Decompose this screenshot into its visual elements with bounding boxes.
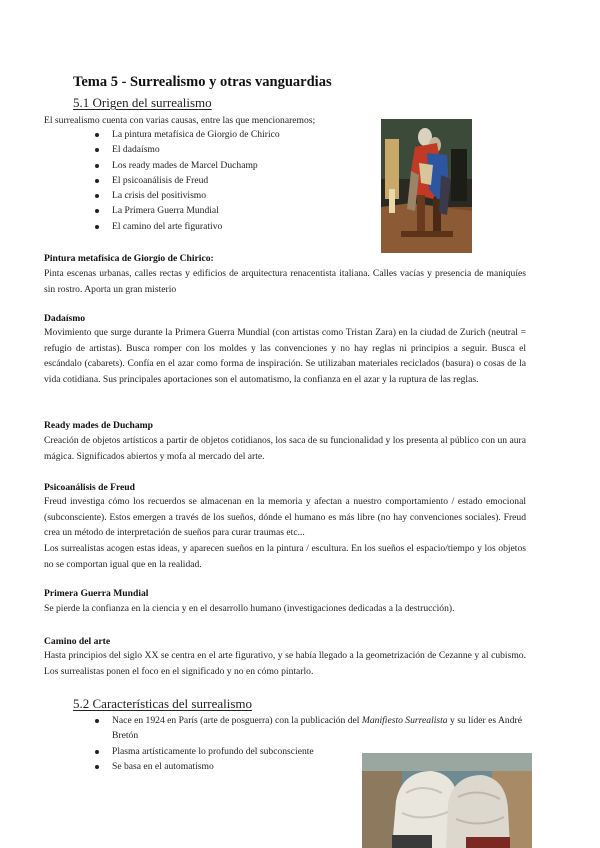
magritte-painting-svg xyxy=(362,753,532,848)
list-item: El camino del arte figurativo xyxy=(92,219,280,234)
heading-dadaismo: Dadaísmo xyxy=(44,313,86,324)
section-heading-origen: 5.1 Origen del surrealismo xyxy=(73,95,212,110)
list-item: Los ready mades de Marcel Duchamp xyxy=(92,158,280,173)
text-chirico: Pinta escenas urbanas, calles rectas y edificios de arquitectura renacentista italiana. Calles vacías y presencia de maniquíes sin rostro. Aporta un gran misterio xyxy=(44,268,526,295)
chirico-painting-svg xyxy=(381,119,472,253)
bullet1-text-b: y su líder es André Bretón xyxy=(112,715,522,742)
list-item: Plasma artísticamente lo profundo del subconsciente xyxy=(92,744,526,759)
list-item: La pintura metafísica de Giorgio de Chirico xyxy=(92,127,280,142)
heading-psicoanalisis: Psicoanálisis de Freud xyxy=(44,482,135,493)
section-heading-caracteristicas: 5.2 Características del surrealismo xyxy=(73,696,253,711)
text-ready-mades: Creación de objetos artísticos a partir de objetos cotidianos, los saca de su funcionalidad y los presenta al público con un aura mágica. Significados abiertos y mofa al mercado del arte. xyxy=(44,435,526,462)
page-title: Tema 5 - Surrealismo y otras vanguardias xyxy=(73,74,332,90)
heading-chirico: Pintura metafísica de Giorgio de Chirico: xyxy=(44,253,214,264)
list-item: El psicoanálisis de Freud xyxy=(92,173,280,188)
chirico-painting-image xyxy=(381,119,472,253)
text-psicoanalisis-2: Los surrealistas acogen estas ideas, y aparecen sueños en la pintura / escultura. En los sueños el espacio/tiempo y los objetos no se comportan igual que en la realidad. xyxy=(44,543,526,570)
list-item: Se basa en el automatismo xyxy=(92,759,526,774)
text-camino: Hasta principios del siglo XX se centra en el arte figurativo, y se había llegado a la geometrización de Cezanne y al cubismo. Los surrealistas ponen el foco en el significado y no en cómo pintarlo. xyxy=(44,650,526,677)
heading-ready-mades: Ready mades de Duchamp xyxy=(44,420,154,431)
list-item: La Primera Guerra Mundial xyxy=(92,203,280,218)
causes-list xyxy=(92,127,280,234)
text-psicoanalisis-1: Freud investiga cómo los recuerdos se almacenan en la memoria y afectan a nuestro comportamiento / estado emocional (subconsciente). Estos emergen a través de los sueños, dónde el humano es más libre (no hay convenciones sociales). Freud crea un método de interpretación de sueños para curar traumas etc... xyxy=(44,496,526,539)
list-item xyxy=(92,713,526,744)
intro-text: El surrealismo cuenta con varias causas, entre las que mencionaremos; xyxy=(44,115,316,126)
heading-camino: Camino del arte xyxy=(44,636,111,647)
bullet1-text-a: Nace en 1924 en París (arte de posguerra) con la publicación del xyxy=(112,715,362,726)
manifiesto-title: Manifiesto Surrealista xyxy=(361,715,448,726)
heading-guerra: Primera Guerra Mundial xyxy=(44,588,149,599)
text-guerra: Se pierde la confianza en la ciencia y en el desarrollo humano (investigaciones dedicadas a la destrucción). xyxy=(44,603,455,614)
magritte-painting-image xyxy=(362,753,532,848)
text-dadaismo: Movimiento que surge durante la Primera Guerra Mundial (con artistas como Tristan Zara) en la ciudad de Zurich (neutral = refugio de artistas). Busca romper con los moldes y las convenciones y no hay reglas ni principios a seguir. Busca el escándalo (cabarets). Confía en el azar como forma de inspiración. Se utilizaban materiales reciclados (basura) o cosas de la vida cotidiana. Sus principales aportaciones son el automatismo, la confianza en el azar y la ruptura de las reglas. xyxy=(44,327,526,385)
list-item: El dadaísmo xyxy=(92,142,280,157)
list-item: La crisis del positivismo xyxy=(92,188,280,203)
